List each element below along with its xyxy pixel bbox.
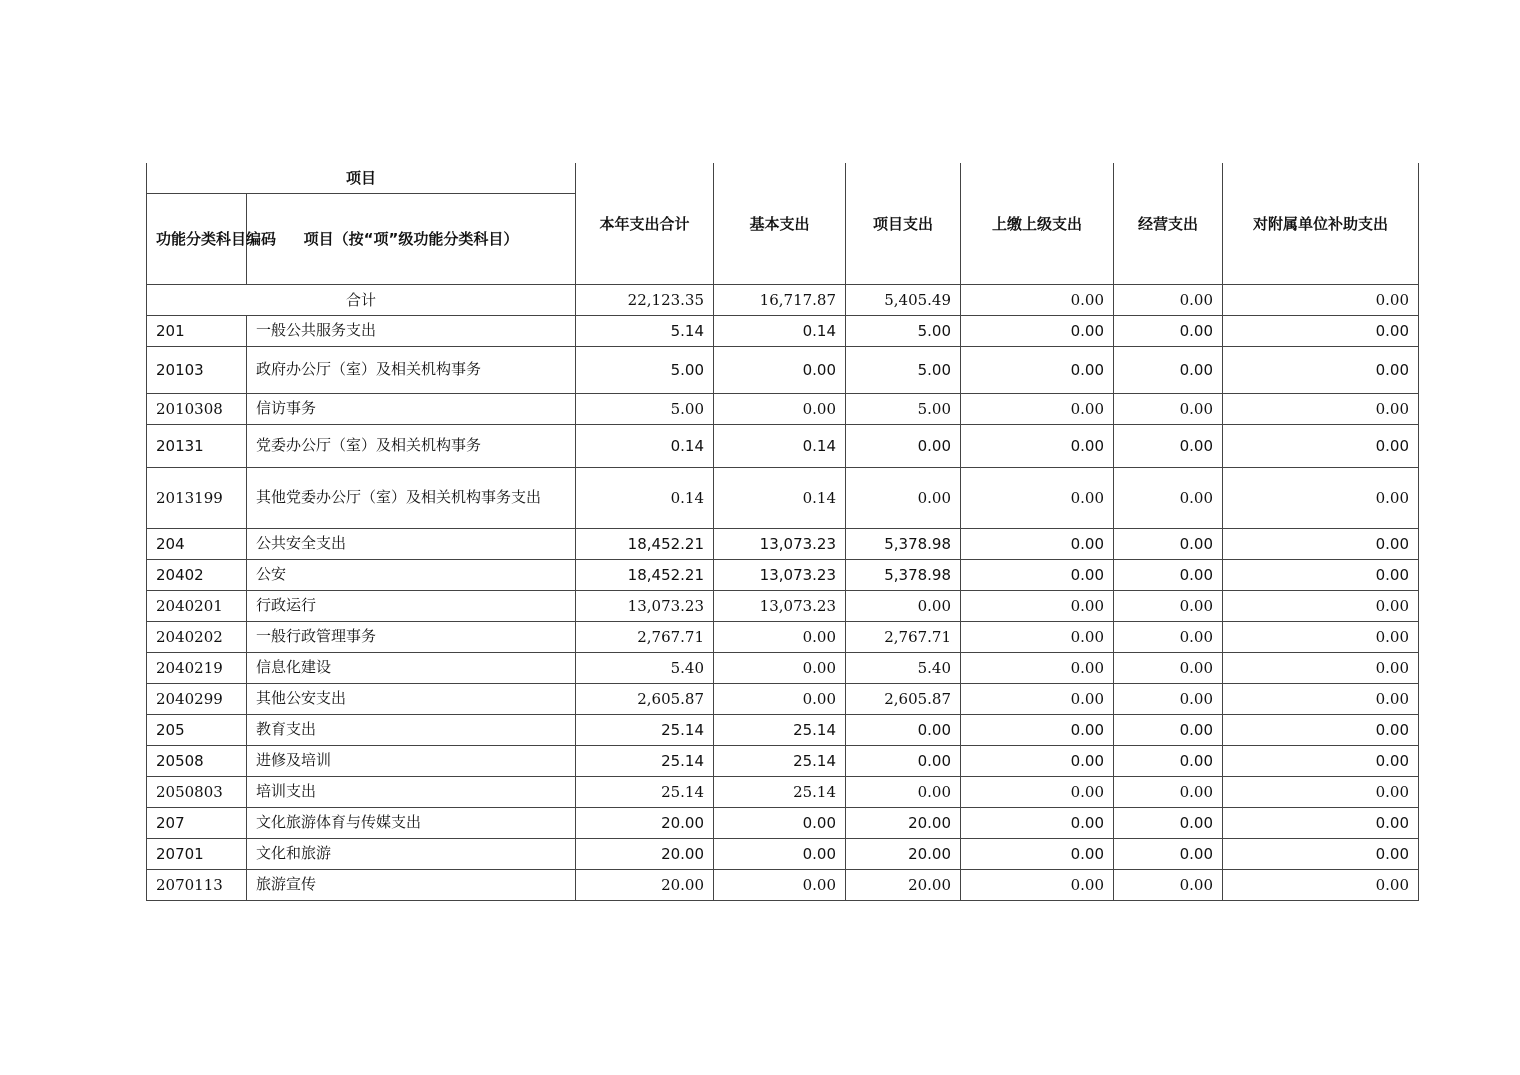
row-value-cell: 0.00: [961, 315, 1114, 346]
row-value-cell: 0.00: [714, 621, 846, 652]
row-value-cell: 5.40: [576, 652, 714, 683]
row-value-cell: 25.14: [714, 745, 846, 776]
row-value-cell: 0.00: [1114, 315, 1223, 346]
row-value-cell: 5,378.98: [846, 559, 961, 590]
expenditure-table: [146, 163, 1419, 901]
row-value-cell: 0.00: [1114, 559, 1223, 590]
row-value-cell: 0.00: [1223, 559, 1419, 590]
row-value-cell: 0.00: [1114, 714, 1223, 745]
row-value-cell: 0.00: [961, 559, 1114, 590]
row-value-cell: 0.00: [1114, 528, 1223, 559]
row-value-cell: 13,073.23: [576, 590, 714, 621]
row-value-cell: 0.00: [1223, 652, 1419, 683]
row-name: 信息化建设: [247, 652, 576, 683]
row-name: 进修及培训: [247, 745, 576, 776]
row-value-cell: 18,452.21: [576, 559, 714, 590]
row-value-cell: 0.00: [1223, 393, 1419, 424]
total-row: [147, 284, 1419, 315]
total-label: 合计: [147, 284, 576, 315]
row-value-cell: 0.00: [1114, 807, 1223, 838]
row-value-cell: 25.14: [576, 714, 714, 745]
row-code: 2050803: [147, 776, 247, 807]
header-code: 功能分类科目编码: [147, 193, 247, 284]
table-row: [147, 315, 1419, 346]
row-code: 2040202: [147, 621, 247, 652]
row-value-cell: 0.00: [714, 807, 846, 838]
row-value-cell: 5.00: [846, 315, 961, 346]
row-value-cell: 0.00: [1223, 315, 1419, 346]
row-name: 政府办公厅（室）及相关机构事务: [247, 346, 576, 393]
row-value-cell: 0.00: [846, 424, 961, 467]
row-value-cell: 25.14: [576, 745, 714, 776]
row-value-cell: 0.00: [1114, 621, 1223, 652]
row-value-cell: 0.00: [1223, 683, 1419, 714]
row-value-cell: 20.00: [846, 807, 961, 838]
row-value-cell: 0.00: [961, 346, 1114, 393]
table-row: [147, 869, 1419, 900]
row-value-cell: 0.14: [714, 424, 846, 467]
row-value-cell: 20.00: [846, 838, 961, 869]
row-value-cell: 0.00: [1114, 393, 1223, 424]
row-value-cell: 0.00: [1223, 346, 1419, 393]
total-cell: 5,405.49: [846, 284, 961, 315]
total-cell: 0.00: [1223, 284, 1419, 315]
row-value-cell: 5.14: [576, 315, 714, 346]
row-value-cell: 25.14: [714, 776, 846, 807]
row-value-cell: 0.00: [1223, 590, 1419, 621]
row-value-cell: 0.00: [1223, 621, 1419, 652]
row-value-cell: 13,073.23: [714, 528, 846, 559]
row-value-cell: 0.00: [961, 652, 1114, 683]
row-name: 文化和旅游: [247, 838, 576, 869]
row-value-cell: 0.00: [1223, 776, 1419, 807]
row-value-cell: 0.00: [714, 869, 846, 900]
row-value-cell: 0.00: [961, 590, 1114, 621]
row-value-cell: 2,605.87: [846, 683, 961, 714]
header-col-upper: 上缴上级支出: [961, 163, 1114, 284]
table-row: [147, 590, 1419, 621]
row-value-cell: 0.00: [961, 807, 1114, 838]
row-code: 204: [147, 528, 247, 559]
table-row: [147, 652, 1419, 683]
row-name: 其他党委办公厅（室）及相关机构事务支出: [247, 467, 576, 528]
row-value-cell: 0.00: [961, 683, 1114, 714]
table-row: [147, 683, 1419, 714]
row-value-cell: 2,767.71: [576, 621, 714, 652]
row-name: 一般公共服务支出: [247, 315, 576, 346]
row-value-cell: 0.14: [576, 424, 714, 467]
row-name: 培训支出: [247, 776, 576, 807]
row-value-cell: 0.00: [1114, 838, 1223, 869]
row-value-cell: 0.00: [961, 424, 1114, 467]
row-value-cell: 0.00: [1114, 776, 1223, 807]
table-body: [147, 284, 1419, 900]
table-row: [147, 714, 1419, 745]
row-code: 2040201: [147, 590, 247, 621]
row-name: 信访事务: [247, 393, 576, 424]
row-code: 20103: [147, 346, 247, 393]
row-value-cell: 5.40: [846, 652, 961, 683]
total-cell: 22,123.35: [576, 284, 714, 315]
row-value-cell: 0.00: [1114, 346, 1223, 393]
row-value-cell: 0.00: [1223, 869, 1419, 900]
row-value-cell: 0.00: [1223, 838, 1419, 869]
row-value-cell: 0.00: [961, 869, 1114, 900]
row-value-cell: 0.00: [1223, 467, 1419, 528]
row-value-cell: 0.00: [714, 393, 846, 424]
row-value-cell: 0.00: [961, 393, 1114, 424]
row-value-cell: 0.14: [714, 467, 846, 528]
row-value-cell: 0.00: [846, 590, 961, 621]
table-row: [147, 838, 1419, 869]
row-name: 一般行政管理事务: [247, 621, 576, 652]
header-col-basic: 基本支出: [714, 163, 846, 284]
row-value-cell: 0.00: [961, 528, 1114, 559]
header-col-project: 项目支出: [846, 163, 961, 284]
row-name: 其他公安支出: [247, 683, 576, 714]
row-code: 20701: [147, 838, 247, 869]
row-value-cell: 0.00: [714, 346, 846, 393]
table-row: [147, 393, 1419, 424]
row-value-cell: 0.00: [961, 621, 1114, 652]
row-value-cell: 0.00: [961, 838, 1114, 869]
table-row: [147, 621, 1419, 652]
row-value-cell: 0.00: [1114, 590, 1223, 621]
row-value-cell: 0.00: [1114, 424, 1223, 467]
header-col-subsidy: 对附属单位补助支出: [1223, 163, 1419, 284]
row-code: 20131: [147, 424, 247, 467]
row-value-cell: 0.00: [1223, 424, 1419, 467]
total-cell: 16,717.87: [714, 284, 846, 315]
row-code: 2040219: [147, 652, 247, 683]
row-value-cell: 0.14: [576, 467, 714, 528]
total-cell: 0.00: [961, 284, 1114, 315]
row-code: 205: [147, 714, 247, 745]
header-group-project: 项目: [147, 163, 576, 193]
row-name: 党委办公厅（室）及相关机构事务: [247, 424, 576, 467]
row-value-cell: 0.00: [1114, 869, 1223, 900]
header-col-total: 本年支出合计: [576, 163, 714, 284]
row-code: 201: [147, 315, 247, 346]
row-name: 行政运行: [247, 590, 576, 621]
row-value-cell: 5.00: [576, 346, 714, 393]
row-value-cell: 20.00: [576, 869, 714, 900]
row-value-cell: 13,073.23: [714, 590, 846, 621]
row-value-cell: 0.00: [1223, 528, 1419, 559]
header-col-business: 经营支出: [1114, 163, 1223, 284]
row-name: 公共安全支出: [247, 528, 576, 559]
table-row: [147, 467, 1419, 528]
row-code: 20402: [147, 559, 247, 590]
row-value-cell: 0.00: [1114, 467, 1223, 528]
row-code: 2013199: [147, 467, 247, 528]
row-value-cell: 0.00: [846, 714, 961, 745]
row-value-cell: 18,452.21: [576, 528, 714, 559]
row-value-cell: 5.00: [576, 393, 714, 424]
row-value-cell: 5,378.98: [846, 528, 961, 559]
table-row: [147, 346, 1419, 393]
header-name: 项目（按“项”级功能分类科目）: [247, 193, 576, 284]
row-name: 公安: [247, 559, 576, 590]
row-value-cell: 20.00: [576, 807, 714, 838]
row-value-cell: 5.00: [846, 393, 961, 424]
row-value-cell: 0.00: [846, 745, 961, 776]
row-value-cell: 25.14: [714, 714, 846, 745]
table-row: [147, 807, 1419, 838]
row-value-cell: 0.00: [1223, 807, 1419, 838]
row-value-cell: 0.00: [1223, 714, 1419, 745]
row-code: 2040299: [147, 683, 247, 714]
row-name: 文化旅游体育与传媒支出: [247, 807, 576, 838]
row-name: 教育支出: [247, 714, 576, 745]
row-value-cell: 0.00: [961, 467, 1114, 528]
table-row: [147, 424, 1419, 467]
row-value-cell: 0.00: [714, 838, 846, 869]
row-value-cell: 25.14: [576, 776, 714, 807]
total-cell: 0.00: [1114, 284, 1223, 315]
row-value-cell: 0.00: [846, 467, 961, 528]
row-code: 2010308: [147, 393, 247, 424]
row-code: 207: [147, 807, 247, 838]
row-value-cell: 13,073.23: [714, 559, 846, 590]
table-row: [147, 528, 1419, 559]
row-value-cell: 5.00: [846, 346, 961, 393]
row-value-cell: 0.00: [961, 776, 1114, 807]
row-value-cell: 0.00: [846, 776, 961, 807]
row-value-cell: 0.00: [1114, 652, 1223, 683]
row-value-cell: 0.00: [1223, 745, 1419, 776]
table-header: [147, 163, 1419, 284]
row-value-cell: 20.00: [846, 869, 961, 900]
row-value-cell: 0.00: [714, 652, 846, 683]
row-value-cell: 0.00: [1114, 745, 1223, 776]
table-row: [147, 776, 1419, 807]
row-code: 20508: [147, 745, 247, 776]
row-name: 旅游宣传: [247, 869, 576, 900]
table-row: [147, 745, 1419, 776]
row-value-cell: 0.14: [714, 315, 846, 346]
row-value-cell: 0.00: [1114, 683, 1223, 714]
row-value-cell: 2,605.87: [576, 683, 714, 714]
row-value-cell: 0.00: [961, 745, 1114, 776]
table-row: [147, 559, 1419, 590]
row-value-cell: 0.00: [961, 714, 1114, 745]
row-value-cell: 20.00: [576, 838, 714, 869]
row-code: 2070113: [147, 869, 247, 900]
row-value-cell: 0.00: [714, 683, 846, 714]
row-value-cell: 2,767.71: [846, 621, 961, 652]
